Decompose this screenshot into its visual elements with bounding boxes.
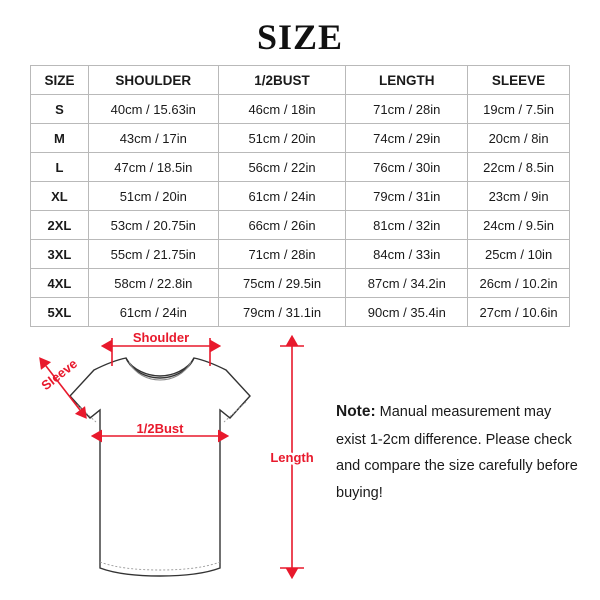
column-header-size: SIZE xyxy=(31,66,89,95)
cell-sleeve: 23cm / 9in xyxy=(468,182,570,211)
column-header-sleeve: SLEEVE xyxy=(468,66,570,95)
column-header-length: LENGTH xyxy=(346,66,468,95)
table-row xyxy=(31,211,570,240)
tshirt-measurement-diagram xyxy=(14,318,334,593)
sleeve-label: Sleeve xyxy=(38,355,81,394)
cell-length: 74cm / 29in xyxy=(346,124,468,153)
cell-halfbust: 79cm / 31.1in xyxy=(218,298,346,327)
table-row xyxy=(31,153,570,182)
cell-shoulder: 53cm / 20.75in xyxy=(88,211,218,240)
shoulder-label: Shoulder xyxy=(132,330,190,345)
table-row xyxy=(31,124,570,153)
tshirt-illustration xyxy=(70,358,250,576)
halfbust-label: 1/2Bust xyxy=(136,421,184,436)
cell-sleeve: 22cm / 8.5in xyxy=(468,153,570,182)
cell-sleeve: 26cm / 10.2in xyxy=(468,269,570,298)
column-header-halfbust: 1/2BUST xyxy=(218,66,346,95)
cell-sleeve: 20cm / 8in xyxy=(468,124,570,153)
cell-length: 71cm / 28in xyxy=(346,95,468,124)
cell-shoulder: 55cm / 21.75in xyxy=(88,240,218,269)
measurement-note xyxy=(336,398,584,507)
cell-size: 3XL xyxy=(31,240,89,269)
cell-size: S xyxy=(31,95,89,124)
cell-size: M xyxy=(31,124,89,153)
cell-sleeve: 19cm / 7.5in xyxy=(468,95,570,124)
cell-length: 76cm / 30in xyxy=(346,153,468,182)
cell-length: 90cm / 35.4in xyxy=(346,298,468,327)
cell-halfbust: 66cm / 26in xyxy=(218,211,346,240)
cell-shoulder: 51cm / 20in xyxy=(88,182,218,211)
column-header-shoulder: SHOULDER xyxy=(88,66,218,95)
cell-sleeve: 24cm / 9.5in xyxy=(468,211,570,240)
cell-halfbust: 61cm / 24in xyxy=(218,182,346,211)
cell-shoulder: 58cm / 22.8in xyxy=(88,269,218,298)
cell-sleeve: 27cm / 10.6in xyxy=(468,298,570,327)
table-row xyxy=(31,240,570,269)
table-header-row xyxy=(31,66,570,95)
cell-halfbust: 75cm / 29.5in xyxy=(218,269,346,298)
cell-shoulder: 43cm / 17in xyxy=(88,124,218,153)
size-chart-table xyxy=(30,65,570,327)
cell-halfbust: 71cm / 28in xyxy=(218,240,346,269)
table-row xyxy=(31,182,570,211)
cell-length: 81cm / 32in xyxy=(346,211,468,240)
cell-halfbust: 56cm / 22in xyxy=(218,153,346,182)
cell-length: 79cm / 31in xyxy=(346,182,468,211)
cell-shoulder: 61cm / 24in xyxy=(88,298,218,327)
cell-shoulder: 47cm / 18.5in xyxy=(88,153,218,182)
table-row xyxy=(31,95,570,124)
cell-halfbust: 51cm / 20in xyxy=(218,124,346,153)
cell-halfbust: 46cm / 18in xyxy=(218,95,346,124)
cell-sleeve: 25cm / 10in xyxy=(468,240,570,269)
length-label: Length xyxy=(270,450,314,465)
cell-size: XL xyxy=(31,182,89,211)
cell-length: 87cm / 34.2in xyxy=(346,269,468,298)
cell-shoulder: 40cm / 15.63in xyxy=(88,95,218,124)
table-row xyxy=(31,269,570,298)
cell-size: 2XL xyxy=(31,211,89,240)
note-text: Manual measurement may exist 1-2cm difference. Please check and compare the size carefully before buying! xyxy=(336,404,578,502)
cell-size: L xyxy=(31,153,89,182)
cell-size: 5XL xyxy=(31,298,89,327)
cell-size: 4XL xyxy=(31,269,89,298)
cell-length: 84cm / 33in xyxy=(346,240,468,269)
page-title: SIZE xyxy=(256,17,344,57)
note-label: Note: xyxy=(336,403,376,420)
